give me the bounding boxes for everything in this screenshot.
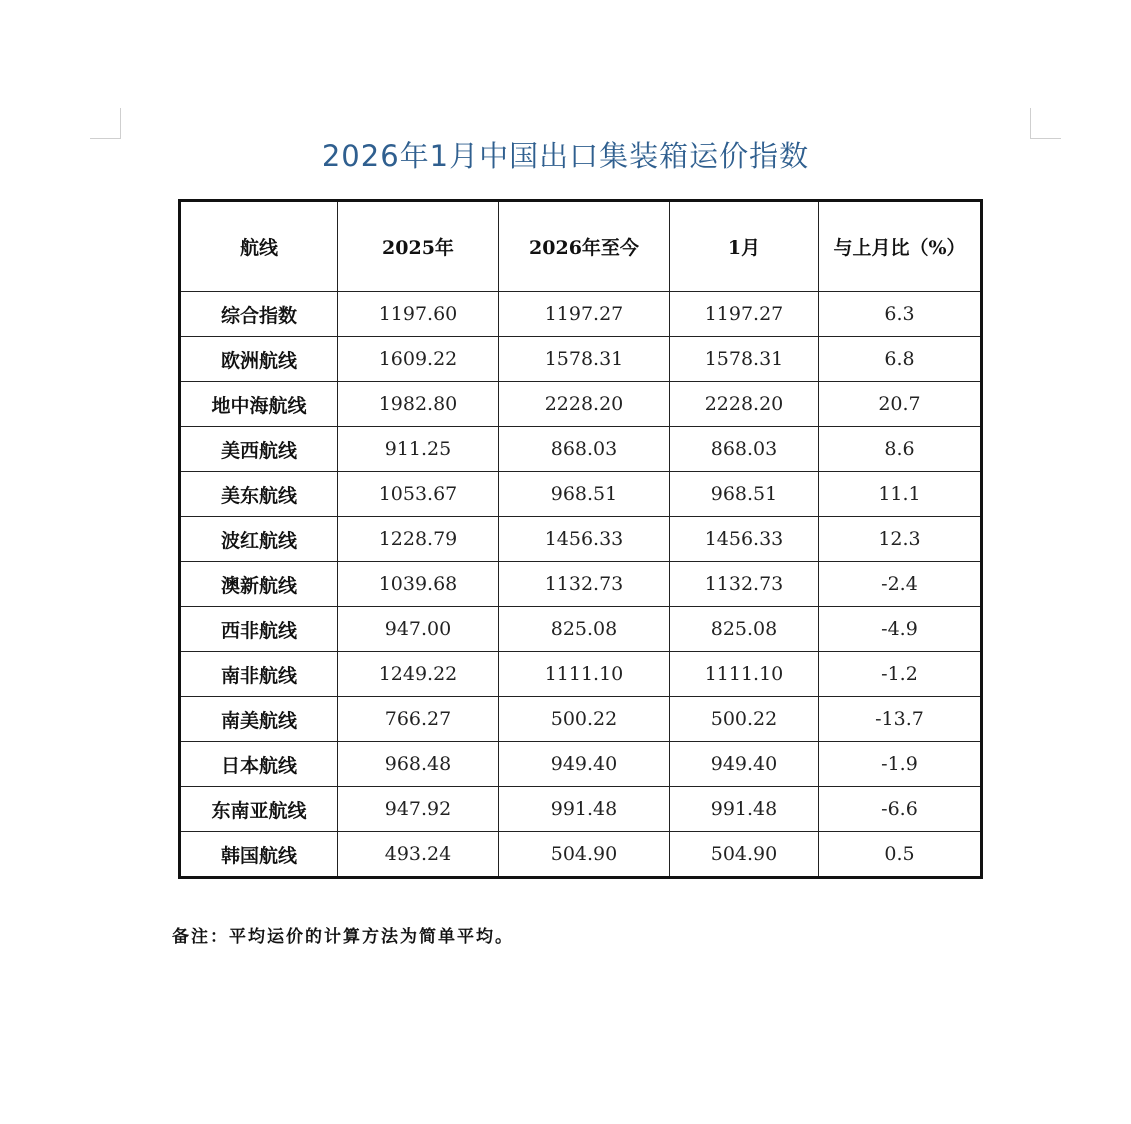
change-percent-cell: -6.6 [819, 787, 982, 832]
value-january-cell: 500.22 [670, 697, 819, 742]
table-row [180, 787, 982, 832]
change-percent-cell: -13.7 [819, 697, 982, 742]
value-2026-to-date-cell: 868.03 [499, 427, 670, 472]
table-row [180, 292, 982, 337]
value-2025-cell: 1039.68 [338, 562, 499, 607]
route-name-cell: 地中海航线 [180, 382, 338, 427]
table-row [180, 832, 982, 878]
change-percent-cell: 11.1 [819, 472, 982, 517]
table-row [180, 382, 982, 427]
value-2025-cell: 1053.67 [338, 472, 499, 517]
value-2026-to-date-cell: 825.08 [499, 607, 670, 652]
table-row [180, 337, 982, 382]
value-2026-to-date-cell: 2228.20 [499, 382, 670, 427]
footnote: 备注：平均运价的计算方法为简单平均。 [172, 927, 514, 947]
table-header-row [180, 201, 982, 292]
route-name-cell: 东南亚航线 [180, 787, 338, 832]
page-corner-mark-top-right [1030, 108, 1061, 139]
value-2026-to-date-cell: 991.48 [499, 787, 670, 832]
value-2025-cell: 493.24 [338, 832, 499, 878]
table-row [180, 697, 982, 742]
change-percent-cell: 6.8 [819, 337, 982, 382]
value-january-cell: 968.51 [670, 472, 819, 517]
value-2026-to-date-cell: 1456.33 [499, 517, 670, 562]
table-row [180, 427, 982, 472]
change-percent-cell: 6.3 [819, 292, 982, 337]
page-corner-mark-top-left [90, 108, 121, 139]
value-2025-cell: 1982.80 [338, 382, 499, 427]
value-2026-to-date-cell: 1578.31 [499, 337, 670, 382]
header-year-2025: 2025年 [338, 201, 499, 292]
route-name-cell: 欧洲航线 [180, 337, 338, 382]
value-2026-to-date-cell: 949.40 [499, 742, 670, 787]
value-2026-to-date-cell: 500.22 [499, 697, 670, 742]
value-2025-cell: 1609.22 [338, 337, 499, 382]
value-2025-cell: 1228.79 [338, 517, 499, 562]
table-row [180, 517, 982, 562]
route-name-cell: 南非航线 [180, 652, 338, 697]
route-name-cell: 日本航线 [180, 742, 338, 787]
change-percent-cell: 20.7 [819, 382, 982, 427]
value-2026-to-date-cell: 1132.73 [499, 562, 670, 607]
value-january-cell: 825.08 [670, 607, 819, 652]
table-row [180, 472, 982, 517]
table-row [180, 742, 982, 787]
value-january-cell: 504.90 [670, 832, 819, 878]
route-name-cell: 西非航线 [180, 607, 338, 652]
value-2025-cell: 968.48 [338, 742, 499, 787]
value-january-cell: 949.40 [670, 742, 819, 787]
value-2025-cell: 1197.60 [338, 292, 499, 337]
value-january-cell: 991.48 [670, 787, 819, 832]
value-2025-cell: 766.27 [338, 697, 499, 742]
value-2026-to-date-cell: 968.51 [499, 472, 670, 517]
value-january-cell: 1132.73 [670, 562, 819, 607]
route-name-cell: 美东航线 [180, 472, 338, 517]
value-january-cell: 1456.33 [670, 517, 819, 562]
table-row [180, 652, 982, 697]
table-row [180, 562, 982, 607]
value-january-cell: 1197.27 [670, 292, 819, 337]
value-2026-to-date-cell: 504.90 [499, 832, 670, 878]
value-2025-cell: 911.25 [338, 427, 499, 472]
value-january-cell: 2228.20 [670, 382, 819, 427]
change-percent-cell: -4.9 [819, 607, 982, 652]
change-percent-cell: -1.2 [819, 652, 982, 697]
value-january-cell: 1578.31 [670, 337, 819, 382]
header-month-on-month-change: 与上月比（%） [819, 201, 982, 292]
document-title: 2026年1月中国出口集装箱运价指数 [321, 139, 810, 173]
route-name-cell: 波红航线 [180, 517, 338, 562]
change-percent-cell: -1.9 [819, 742, 982, 787]
change-percent-cell: 8.6 [819, 427, 982, 472]
change-percent-cell: 12.3 [819, 517, 982, 562]
route-name-cell: 综合指数 [180, 292, 338, 337]
header-january: 1月 [670, 201, 819, 292]
value-2025-cell: 947.92 [338, 787, 499, 832]
table-row [180, 607, 982, 652]
table-body [180, 292, 982, 878]
value-2026-to-date-cell: 1197.27 [499, 292, 670, 337]
change-percent-cell: 0.5 [819, 832, 982, 878]
value-january-cell: 1111.10 [670, 652, 819, 697]
change-percent-cell: -2.4 [819, 562, 982, 607]
header-route: 航线 [180, 201, 338, 292]
freight-index-table [178, 199, 983, 879]
route-name-cell: 澳新航线 [180, 562, 338, 607]
value-2025-cell: 947.00 [338, 607, 499, 652]
value-2025-cell: 1249.22 [338, 652, 499, 697]
route-name-cell: 美西航线 [180, 427, 338, 472]
header-year-2026-to-date: 2026年至今 [499, 201, 670, 292]
route-name-cell: 韩国航线 [180, 832, 338, 878]
value-2026-to-date-cell: 1111.10 [499, 652, 670, 697]
value-january-cell: 868.03 [670, 427, 819, 472]
route-name-cell: 南美航线 [180, 697, 338, 742]
